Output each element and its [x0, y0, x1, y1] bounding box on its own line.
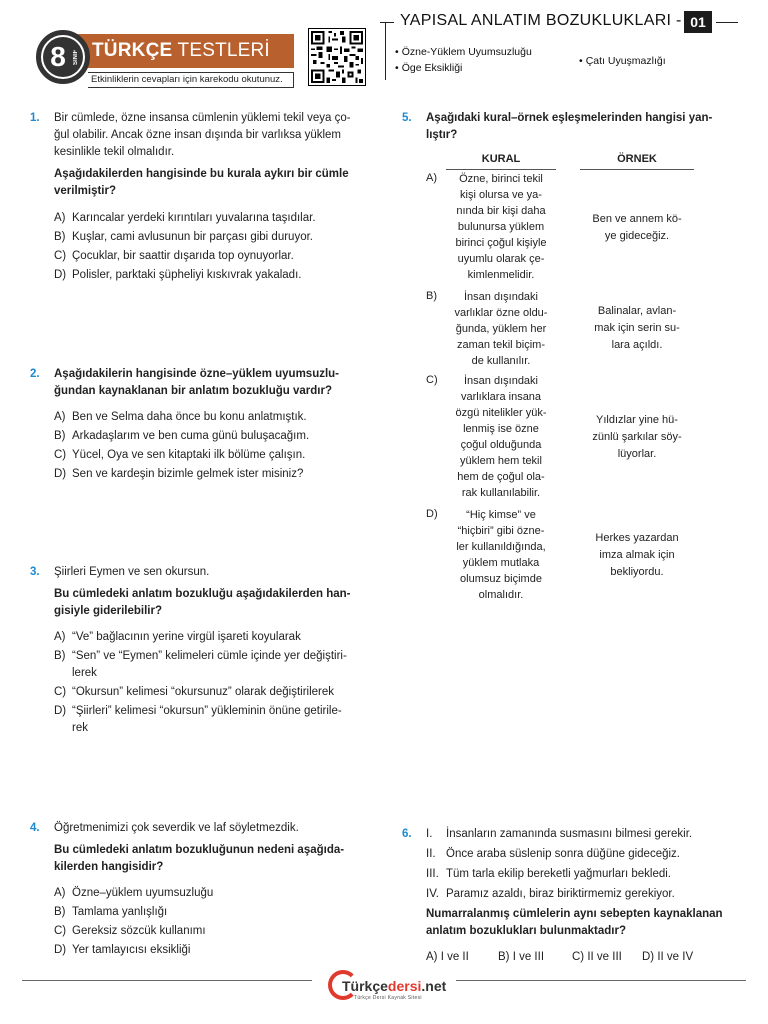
row-letter[interactable]: A)	[426, 172, 437, 184]
answer-option[interactable]: C) Yücel, Oya ve sen kitaptaki ilk bölüme çalışın.	[54, 449, 306, 461]
footer-rule-left	[22, 980, 312, 981]
answer-option[interactable]: C) II ve III	[572, 951, 622, 963]
question-number: 1.	[30, 112, 40, 124]
header-rule-line	[446, 169, 556, 170]
question-prompt: Bu cümledeki anlatım bozukluğunun nedeni aşağıda-	[54, 844, 345, 856]
topic-divider	[385, 22, 386, 80]
topic-item: • Özne-Yüklem Uyumsuzluğu	[395, 46, 532, 58]
footer-rule-right	[456, 980, 746, 981]
question-4	[54, 820, 372, 959]
answer-option[interactable]: A) Ben ve Selma daha önce bu konu anlatmıştık.	[54, 411, 307, 423]
topic-item: • Öge Eksikliği	[395, 62, 462, 74]
logo-tagline: Türkçe Dersi Kaynak Sitesi	[354, 995, 422, 1001]
question-prompt: Numarralanmış cümlelerin aynı sebepten kaynaklanan	[426, 908, 723, 920]
answer-option[interactable]: C) “Okursun” kelimesi “okursunuz” olarak değiştirilerek	[54, 686, 335, 698]
example-cell: Ben ve annem kö- ye gideceğiz.	[592, 213, 682, 242]
brand-bold: TÜRKÇE	[92, 40, 173, 61]
question-3	[54, 564, 372, 737]
answer-option[interactable]: A) Özne–yüklem uyumsuzluğu	[54, 887, 214, 899]
page-title: YAPISAL ANLATIM BOZUKLUKLARI -	[400, 12, 682, 29]
grade-number: 8	[50, 41, 66, 72]
column-header-example: ÖRNEK	[617, 153, 657, 165]
question-1	[54, 110, 372, 284]
rule-cell: İnsan dışındaki varlıklar özne oldu- ğunda, yüklem her zaman tekil biçim- de kullanılır.	[454, 291, 548, 367]
question-prompt: Aşağıdaki kural–örnek eşleşmelerinden hangisi yan-	[426, 112, 713, 124]
example-cell: Herkes yazardan imza almak için bekliyordu.	[595, 532, 679, 578]
header-rule-line	[580, 169, 694, 170]
answer-option[interactable]: A) “Ve” bağlacının yerine virgül işareti koyularak	[54, 631, 301, 643]
rule-cell: “Hiç kimse” ve “hiçbiri” gibi özne- ler kullanıldığında, yüklem mutlaka olumsuz biçimde olmalıdır.	[456, 509, 546, 601]
question-text: Öğretmenimizi çok severdik ve laf söyletmezdik.	[54, 822, 299, 834]
question-prompt: kilerden hangisidir?	[54, 861, 164, 873]
answer-option[interactable]: B) Arkadaşlarım ve ben cuma günü buluşacağım.	[54, 430, 310, 442]
topic-item: • Çatı Uyuşmazlığı	[579, 55, 666, 67]
question-prompt: Aşağıdakilerden hangisinde bu kurala aykırı bir cümle	[54, 168, 349, 180]
rule-cell: İnsan dışındaki varlıklara insana özgü nitelikler yük- lenmiş ise özne çoğul olduğunda yüklem hem tekil hem de çoğul ola- rak kullanılabilir.	[455, 375, 547, 499]
question-prompt: lıştır?	[426, 129, 458, 141]
question-text: ğul olabilir. Ancak özne insan dışında bir varlıksa yüklem	[54, 129, 342, 141]
numbered-sentence: III. Tüm tarla ekilip bereketli yağmurları bekledi.	[426, 868, 671, 880]
question-prompt: verilmiştir?	[54, 185, 116, 197]
qr-instruction: Etkinliklerin cevapları için karekodu okutunuz.	[88, 72, 294, 88]
row-letter[interactable]: B)	[426, 290, 437, 302]
answer-option[interactable]: A) I ve II	[426, 951, 469, 963]
example-cell: Yıldızlar yine hü- zünlü şarkılar söy- lüyorlar.	[592, 414, 682, 460]
question-number: 3.	[30, 566, 40, 578]
example-cell: Balinalar, avlan- mak için serin su- lara açıldı.	[594, 305, 680, 351]
question-number: 6.	[402, 828, 412, 840]
question-text: kesinlikle tekil olmalıdır.	[54, 146, 175, 158]
answer-option[interactable]: A) Karıncalar yerdeki kırıntıları yuvalarına taşıdılar.	[54, 212, 316, 224]
row-letter[interactable]: C)	[426, 374, 438, 386]
title-rule-right	[716, 22, 738, 23]
test-number: 01	[684, 11, 712, 33]
question-number: 4.	[30, 822, 40, 834]
question-text: Bir cümlede, özne insansa cümlenin yüklemi tekil veya ço-	[54, 112, 351, 124]
answer-option[interactable]: B) Tamlama yanlışlığı	[54, 906, 168, 918]
brand-rest: TESTLERİ	[177, 40, 270, 61]
question-prompt: gisiyle giderilebilir?	[54, 605, 163, 617]
question-6	[426, 826, 746, 940]
answer-option[interactable]: D) II ve IV	[642, 951, 694, 963]
answer-option[interactable]: B) “Sen” ve “Eymen” kelimeleri cümle içinde yer değiştiri- lerek	[54, 650, 347, 679]
column-header-rule: KURAL	[481, 153, 521, 165]
numbered-sentence: IV. Paramız azaldı, biraz biriktirmemiz gerekiyor.	[426, 888, 675, 900]
answer-option[interactable]: D) Sen ve kardeşin bizimle gelmek ister misiniz?	[54, 468, 304, 480]
answer-option[interactable]: C) Gereksiz sözcük kullanımı	[54, 925, 206, 937]
question-2	[54, 366, 372, 483]
question-number: 2.	[30, 368, 40, 380]
answer-option[interactable]: B) I ve III	[498, 951, 545, 963]
answer-option[interactable]: C) Çocuklar, bir saattir dışarıda top oynuyorlar.	[54, 250, 294, 262]
answer-option[interactable]: D) “Şiirleri” kelimesi “okursun” yükleminin önüne getirile- rek	[54, 705, 342, 734]
grade-word: SINIF	[73, 49, 79, 65]
question-5-prompt	[426, 110, 742, 144]
title-rule-left	[380, 22, 394, 23]
brand-bar	[62, 34, 294, 68]
question-prompt: ğundan kaynaklanan bir anlatım bozukluğu vardır?	[54, 385, 332, 397]
qr-code-icon[interactable]	[308, 28, 366, 86]
answer-option[interactable]: B) Kuşlar, cami avlusunun bir parçası gibi duruyor.	[54, 231, 313, 243]
question-prompt: Bu cümledeki anlatım bozukluğu aşağıdakilerden han-	[54, 588, 351, 600]
question-prompt: anlatım bozuklukları bulunmaktadır?	[426, 925, 627, 937]
numbered-sentence: I. İnsanların zamanında susmasını bilmesi gerekir.	[426, 828, 693, 840]
row-letter[interactable]: D)	[426, 508, 438, 520]
question-prompt: Aşağıdakilerin hangisinde özne–yüklem uyumsuzlu-	[54, 368, 340, 380]
question-text: Şiirleri Eymen ve sen okursun.	[54, 566, 210, 578]
answer-option[interactable]: D) Yer tamlayıcısı eksikliği	[54, 944, 191, 956]
answer-option[interactable]: D) Polisler, parktaki şüpheliyi kıskıvrak yakaladı.	[54, 269, 302, 281]
question-number: 5.	[402, 112, 412, 124]
rule-cell: Özne, birinci tekil kişi olursa ve ya- nında bir kişi daha bulunursa yüklem birinci çoğul kişiyle uyumlu olarak çe- kimlenmelidir.	[455, 173, 547, 281]
numbered-sentence: II. Önce araba süslenip sonra düğüne gideceğiz.	[426, 848, 680, 860]
logo-wordmark: Türkçedersi.net	[342, 978, 447, 994]
